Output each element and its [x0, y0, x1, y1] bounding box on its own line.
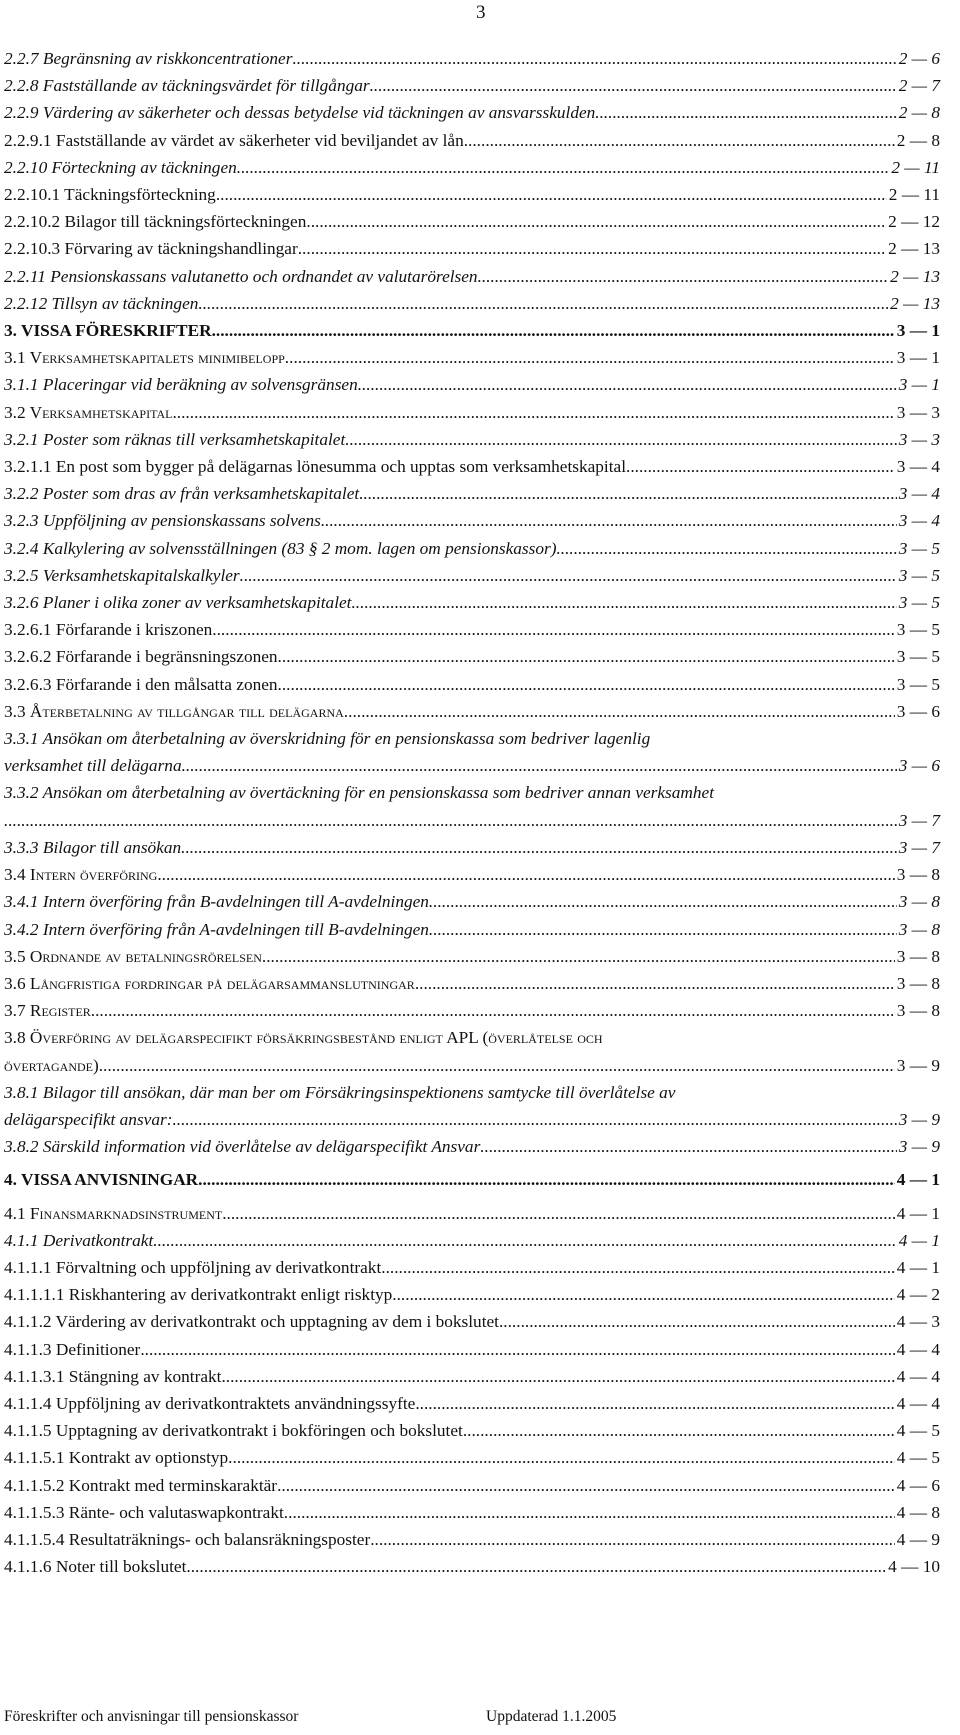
toc-entry-title: övertagande)	[4, 1055, 99, 1075]
toc-entry[interactable]	[4, 290, 940, 317]
toc-group	[4, 834, 940, 1024]
toc-group	[4, 1133, 940, 1160]
toc-entry-page: 4 — 1	[898, 1230, 940, 1250]
toc-entry-title: 3.2.4 Kalkylering av solvensställningen (83 § 2 mom. lagen om pensionskassor)	[4, 538, 557, 558]
toc-entry-page: 2 — 11	[888, 185, 940, 205]
toc-entry-page: 3 — 6	[898, 756, 940, 776]
toc-entry-page: 3 — 9	[896, 1055, 940, 1075]
toc-entry-title: 3.3.3 Bilagor till ansökan	[4, 837, 182, 857]
toc-entry[interactable]	[4, 453, 940, 480]
toc-entry[interactable]	[4, 317, 940, 344]
toc-entry-title: 4.1.1.5.3 Ränte- och valutaswapkontrakt	[4, 1502, 284, 1522]
toc-entry[interactable]	[4, 1417, 940, 1444]
toc-entry-title: 3.2.6 Planer i olika zoner av verksamhetskapitalet	[4, 593, 352, 613]
toc-leader-dots	[278, 671, 895, 698]
toc-entry-title: 4.1.1.5.4 Resultaträknings- och balansräkningsposter	[4, 1529, 371, 1549]
toc-leader-dots	[478, 263, 888, 290]
toc-leader-dots	[306, 208, 886, 235]
toc-entry-title: 3.8.2 Särskild information vid överlåtelse av delägarspecifikt Ansvar	[4, 1137, 481, 1157]
toc-entry[interactable]	[4, 507, 940, 534]
toc-entry-wrapped-line: 3.3.2 Ansökan om återbetalning av övertäckning för en pensionskassa som bedriver annan verksamhet	[4, 783, 715, 803]
toc-entry[interactable]	[4, 1133, 940, 1160]
toc-leader-dots	[415, 1390, 894, 1417]
toc-entry[interactable]	[4, 616, 940, 643]
toc-entry-title: 3.2.6.1 Förfarande i kriszonen	[4, 620, 213, 640]
toc-leader-dots	[172, 399, 894, 426]
toc-entry-page: 3 — 8	[896, 865, 940, 885]
toc-entry-page: 3 — 4	[896, 457, 940, 477]
toc-entry[interactable]	[4, 970, 940, 997]
toc-entry-page: 2 — 7	[898, 76, 940, 96]
toc-leader-dots	[285, 344, 895, 371]
toc-entry[interactable]	[4, 399, 940, 426]
toc-leader-dots	[626, 453, 895, 480]
toc-entry-title: delägarspecifikt ansvar:	[4, 1109, 173, 1129]
toc-entry-title: 3.2.1 Poster som räknas till verksamhetskapitalet	[4, 429, 346, 449]
toc-entry-page: 3 — 8	[898, 892, 940, 912]
toc-leader-dots	[284, 1499, 895, 1526]
toc-leader-dots	[429, 916, 897, 943]
toc-entry-page: 4 — 9	[896, 1529, 940, 1549]
toc-leader-dots	[212, 616, 895, 643]
toc-entry[interactable]	[4, 1106, 940, 1133]
toc-leader-dots	[415, 970, 895, 997]
toc-entry[interactable]	[4, 916, 940, 943]
toc-leader-dots	[345, 426, 896, 453]
toc-entry-title: 3.1 Verksamhetskapitalets minimibelopp	[4, 348, 285, 368]
toc-entry-page: 2 — 13	[890, 266, 940, 286]
toc-entry[interactable]	[4, 127, 940, 154]
toc-entry-page: 3 — 1	[896, 348, 940, 368]
toc-entry-page: 3 — 5	[896, 647, 940, 667]
toc-leader-dots	[153, 1227, 896, 1254]
toc-entry-title: 3.4 Intern överföring	[4, 865, 158, 885]
toc-entry-page: 4 — 4	[896, 1366, 940, 1386]
toc-entry-page: 3 — 4	[898, 484, 940, 504]
toc-entry-page: 3 — 3	[898, 429, 940, 449]
table-of-contents	[4, 45, 940, 1580]
toc-entry-wrapped-line: 3.3.1 Ansökan om återbetalning av överskridning för en pensionskassa som bedriver lagenlig	[4, 729, 651, 749]
toc-entry-page: 4 — 2	[896, 1285, 940, 1305]
toc-entry-title: 4. VISSA ANVISNINGAR	[4, 1170, 199, 1190]
toc-entry-title: 3.2 Verksamhetskapital	[4, 402, 173, 422]
toc-entry[interactable]	[4, 1499, 940, 1526]
toc-leader-dots	[198, 1166, 895, 1193]
page-number: 3	[476, 2, 486, 23]
toc-entry[interactable]	[4, 562, 940, 589]
toc-entry-title: 2.2.9.1 Fastställande av värdet av säkerheter vid beviljandet av lån	[4, 130, 464, 150]
toc-entry-page: 4 — 1	[896, 1203, 940, 1223]
toc-leader-dots	[298, 235, 886, 262]
toc-entry-page: 4 — 8	[896, 1502, 940, 1522]
toc-entry-title: 2.2.10.2 Bilagor till täckningsförteckningen	[4, 212, 307, 232]
toc-entry-title: 3.2.2 Poster som dras av från verksamhetskapitalet	[4, 484, 360, 504]
toc-leader-dots	[480, 1133, 896, 1160]
toc-leader-dots	[172, 1106, 896, 1133]
toc-leader-dots	[181, 834, 897, 861]
toc-leader-dots	[595, 99, 896, 126]
toc-leader-dots	[464, 127, 895, 154]
toc-entry-page: 3 — 9	[898, 1109, 940, 1129]
toc-group	[4, 1166, 940, 1193]
toc-leader-dots	[212, 317, 895, 344]
toc-entry-title: 4.1.1.3.1 Stängning av kontrakt	[4, 1366, 222, 1386]
toc-entry[interactable]	[4, 1254, 940, 1281]
toc-entry[interactable]	[4, 1308, 940, 1335]
toc-entry-title: 3.2.6.2 Förfarande i begränsningszonen	[4, 647, 278, 667]
toc-entry-page: 2 — 8	[898, 103, 940, 123]
toc-entry-title: 4.1.1.5.2 Kontrakt med terminskaraktär	[4, 1475, 278, 1495]
toc-entry-page: 3 — 9	[898, 1137, 940, 1157]
toc-entry-page: 4 — 6	[896, 1475, 940, 1495]
toc-leader-dots	[99, 1052, 895, 1079]
toc-entry[interactable]	[4, 1472, 940, 1499]
toc-entry-page: 4 — 4	[896, 1393, 940, 1413]
toc-entry[interactable]	[4, 1200, 940, 1227]
toc-entry[interactable]	[4, 72, 940, 99]
toc-entry[interactable]	[4, 671, 940, 698]
toc-entry[interactable]	[4, 235, 940, 262]
toc-entry-page: 3 — 8	[898, 919, 940, 939]
toc-leader-dots	[351, 589, 896, 616]
toc-leader-dots	[198, 290, 888, 317]
toc-leader-dots	[381, 1254, 895, 1281]
toc-entry-page: 2 — 12	[888, 212, 940, 232]
toc-entry[interactable]	[4, 1444, 940, 1471]
toc-entry-title: 2.2.8 Fastställande av täckningsvärdet för tillgångar	[4, 76, 370, 96]
toc-entry-title: 2.2.11 Pensionskassans valutanetto och ordnandet av valutarörelsen	[4, 266, 478, 286]
toc-leader-dots	[344, 698, 895, 725]
toc-entry-title: 3.3 Återbetalning av tillgångar till delägarna	[4, 701, 344, 721]
toc-entry[interactable]	[4, 181, 940, 208]
toc-entry[interactable]	[4, 154, 940, 181]
toc-leader-dots	[370, 1526, 895, 1553]
toc-leader-dots	[359, 480, 897, 507]
toc-entry-title: 3.5 Ordnande av betalningsrörelsen	[4, 946, 262, 966]
toc-entry[interactable]	[4, 1166, 940, 1193]
toc-entry-page: 3 — 8	[896, 946, 940, 966]
toc-entry-title: 3.4.1 Intern överföring från B-avdelningen till A-avdelningen	[4, 892, 429, 912]
toc-leader-dots	[429, 888, 897, 915]
toc-entry-title: 4.1.1.1 Förvaltning och uppföljning av derivatkontrakt	[4, 1257, 382, 1277]
toc-leader-dots	[157, 861, 894, 888]
toc-leader-dots	[278, 643, 895, 670]
footer-updated: Uppdaterad 1.1.2005	[486, 1708, 617, 1725]
toc-entry[interactable]	[4, 698, 940, 725]
toc-leader-dots	[358, 371, 897, 398]
toc-entry-title: 4.1.1.3 Definitioner	[4, 1339, 141, 1359]
toc-entry-page: 3 — 8	[896, 973, 940, 993]
toc-entry-title: 2.2.10 Förteckning av täckningen	[4, 157, 237, 177]
toc-entry-title: 3.1.1 Placeringar vid beräkning av solvensgränsen	[4, 375, 358, 395]
toc-entry[interactable]	[4, 888, 940, 915]
toc-entry-title: 3.6 Långfristiga fordringar på delägarsammanslutningar	[4, 973, 415, 993]
toc-leader-dots	[499, 1308, 895, 1335]
toc-entry-title: 3. VISSA FÖRESKRIFTER	[4, 321, 212, 341]
toc-entry-page: 3 — 7	[898, 837, 940, 857]
toc-entry-title: 4.1.1.1.1 Riskhantering av derivatkontrakt enligt risktyp	[4, 1285, 393, 1305]
toc-leader-dots	[237, 154, 890, 181]
toc-leader-dots	[222, 1200, 895, 1227]
toc-entry-title: 3.2.6.3 Förfarande i den målsatta zonen	[4, 674, 278, 694]
toc-entry-page: 2 — 8	[896, 130, 940, 150]
toc-entry-title: 2.2.12 Tillsyn av täckningen	[4, 293, 199, 313]
toc-entry-page: 3 — 8	[896, 1001, 940, 1021]
toc-leader-dots	[292, 45, 896, 72]
toc-entry-wrapped-line: 3.8 Överföring av delägarspecifikt försäkringsbestånd enligt APL (överlåtelse och	[4, 1028, 603, 1048]
toc-entry-page: 3 — 5	[898, 565, 940, 585]
toc-entry-title: 2.2.10.3 Förvaring av täckningshandlingar	[4, 239, 298, 259]
toc-entry-title: 3.4.2 Intern överföring från A-avdelningen till B-avdelningen	[4, 919, 429, 939]
toc-leader-dots	[91, 997, 895, 1024]
toc-entry-page: 3 — 5	[898, 593, 940, 613]
toc-entry-title: 4.1.1.4 Uppföljning av derivatkontraktets användningssyfte	[4, 1393, 416, 1413]
toc-entry[interactable]	[4, 1390, 940, 1417]
toc-entry[interactable]	[4, 1336, 940, 1363]
toc-entry-page: 3 — 3	[896, 402, 940, 422]
toc-entry-page: 3 — 4	[898, 511, 940, 531]
toc-entry[interactable]	[4, 1526, 940, 1553]
toc-entry-page: 3 — 5	[896, 674, 940, 694]
toc-entry-page: 4 — 10	[888, 1557, 940, 1577]
toc-entry[interactable]	[4, 1553, 940, 1580]
toc-entry-page: 2 — 11	[891, 157, 940, 177]
toc-entry-page: 2 — 13	[888, 239, 940, 259]
toc-entry[interactable]	[4, 344, 940, 371]
toc-entry-title: 4.1.1.6 Noter till bokslutet	[4, 1557, 187, 1577]
toc-leader-dots	[216, 181, 887, 208]
toc-entry-page: 4 — 5	[896, 1448, 940, 1468]
toc-entry[interactable]	[4, 589, 940, 616]
toc-entry-title: 4.1.1.5 Upptagning av derivatkontrakt i bokföringen och bokslutet	[4, 1421, 463, 1441]
toc-entry-page: 2 — 13	[890, 293, 940, 313]
toc-entry-title: 2.2.10.1 Täckningsförteckning	[4, 185, 216, 205]
toc-entry-page: 3 — 1	[898, 375, 940, 395]
toc-entry-title: 3.7 Register	[4, 1001, 91, 1021]
footer-title: Föreskrifter och anvisningar till pensionskassor	[4, 1708, 299, 1725]
toc-entry-title: 2.2.7 Begränsning av riskkoncentrationer	[4, 49, 293, 68]
toc-leader-dots	[182, 752, 897, 779]
toc-entry[interactable]	[4, 1363, 940, 1390]
toc-leader-dots	[140, 1336, 894, 1363]
toc-entry-page: 4 — 1	[896, 1257, 940, 1277]
toc-leader-dots	[221, 1363, 894, 1390]
toc-entry-title: 4.1.1 Derivatkontrakt	[4, 1230, 154, 1250]
toc-leader-dots	[4, 807, 897, 834]
toc-entry-page: 3 — 5	[896, 620, 940, 640]
toc-entry[interactable]	[4, 480, 940, 507]
toc-entry-title: 4.1 Finansmarknadsinstrument	[4, 1203, 223, 1223]
toc-entry[interactable]	[4, 997, 940, 1024]
toc-entry-title: 3.2.3 Uppföljning av pensionskassans solvens	[4, 511, 321, 531]
toc-leader-dots	[228, 1444, 895, 1471]
toc-entry[interactable]	[4, 752, 940, 779]
toc-entry-title: 2.2.9 Värdering av säkerheter och dessas betydelse vid täckningen av ansvarsskulden	[4, 103, 596, 123]
toc-entry-page: 3 — 5	[898, 538, 940, 558]
toc-entry-title: 3.2.5 Verksamhetskapitalskalkyler	[4, 565, 240, 585]
toc-leader-dots	[262, 943, 895, 970]
toc-entry[interactable]	[4, 1052, 940, 1079]
toc-entry-page: 4 — 4	[896, 1339, 940, 1359]
toc-leader-dots	[370, 72, 897, 99]
toc-group	[4, 45, 940, 725]
toc-entry-title: 4.1.1.2 Värdering av derivatkontrakt och upptagning av dem i bokslutet	[4, 1312, 499, 1332]
toc-entry-page: 3 — 6	[896, 701, 940, 721]
toc-entry[interactable]	[4, 807, 940, 834]
toc-entry[interactable]	[4, 99, 940, 126]
toc-entry[interactable]	[4, 263, 940, 290]
toc-entry[interactable]	[4, 371, 940, 398]
toc-leader-dots	[463, 1417, 895, 1444]
toc-leader-dots	[240, 562, 897, 589]
toc-entry-page: 4 — 1	[896, 1170, 940, 1190]
toc-entry-page: 4 — 3	[896, 1312, 940, 1332]
toc-entry-page: 4 — 5	[896, 1421, 940, 1441]
toc-entry[interactable]	[4, 426, 940, 453]
toc-entry[interactable]	[4, 643, 940, 670]
toc-entry[interactable]	[4, 834, 940, 861]
toc-leader-dots	[277, 1472, 895, 1499]
toc-entry-title: 3.2.1.1 En post som bygger på delägarnas lönesumma och upptas som verksamhetskapital	[4, 457, 626, 477]
toc-entry-wrapped-line: 3.8.1 Bilagor till ansökan, där man ber om Försäkringsinspektionens samtycke till överlåtelse av	[4, 1082, 676, 1102]
toc-entry-title: 4.1.1.5.1 Kontrakt av optionstyp	[4, 1448, 229, 1468]
toc-leader-dots	[556, 535, 896, 562]
toc-entry[interactable]	[4, 535, 940, 562]
toc-leader-dots	[392, 1281, 895, 1308]
toc-entry[interactable]	[4, 45, 940, 72]
toc-entry[interactable]	[4, 861, 940, 888]
toc-entry[interactable]	[4, 1227, 940, 1254]
toc-group	[4, 1200, 940, 1581]
toc-entry-page: 3 — 7	[898, 810, 940, 830]
toc-entry-title: verksamhet till delägarna	[4, 756, 182, 776]
toc-entry[interactable]	[4, 208, 940, 235]
toc-leader-dots	[186, 1553, 886, 1580]
toc-entry[interactable]	[4, 1281, 940, 1308]
toc-entry[interactable]	[4, 943, 940, 970]
toc-leader-dots	[321, 507, 897, 534]
toc-entry-page: 3 — 1	[896, 321, 940, 341]
toc-entry-page: 2 — 6	[898, 49, 940, 68]
